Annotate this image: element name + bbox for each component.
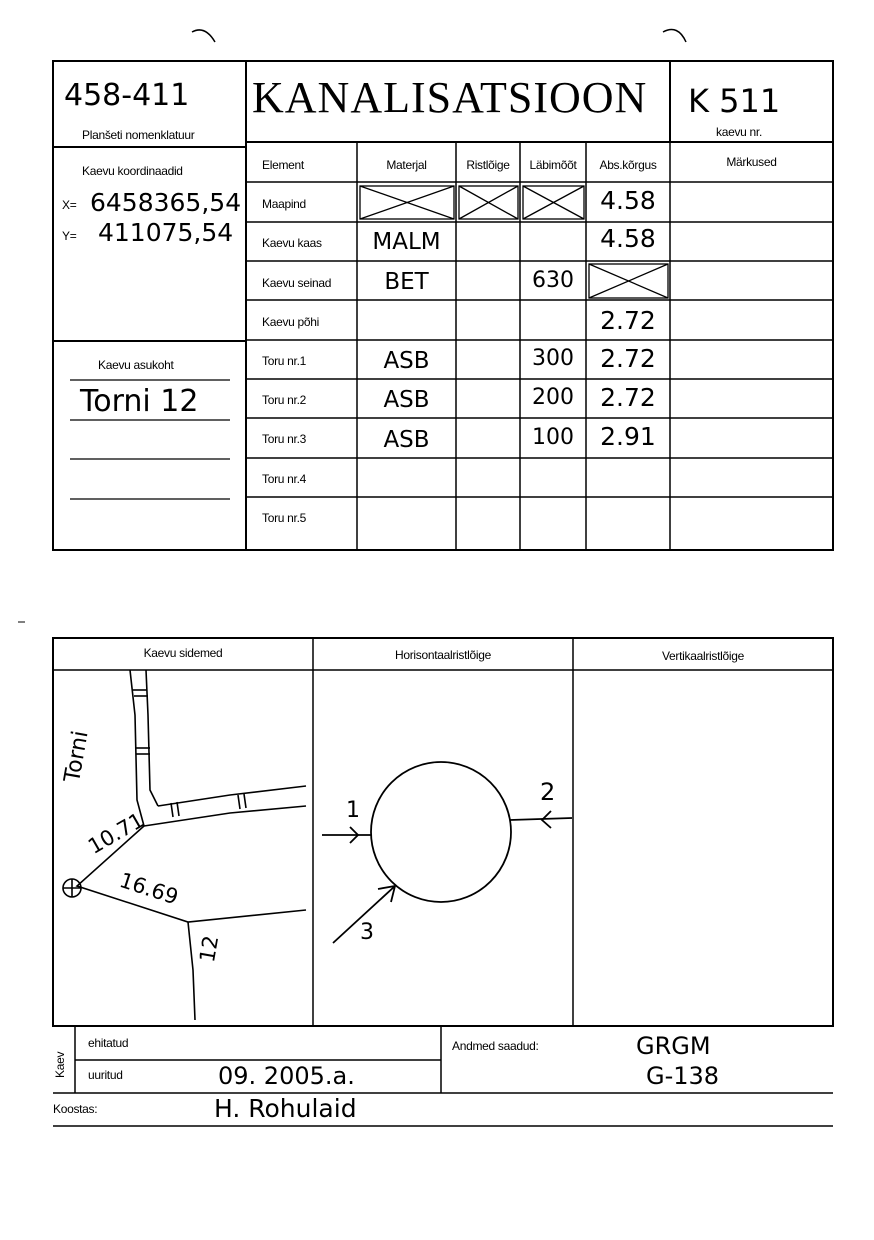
- surveyed-value: 09. 2005.a.: [218, 1062, 355, 1090]
- cell-maapind-elevation: 4.58: [600, 186, 656, 215]
- cell-toru-3-diameter: 100: [532, 425, 574, 450]
- x-label: X=: [62, 198, 77, 212]
- pipe-3-label: 3: [360, 920, 374, 945]
- page-title: KANALISATSIOON: [252, 73, 648, 122]
- cell-toru-3-elevation: 2.91: [600, 422, 656, 451]
- punch-hole-mark-left: [192, 30, 215, 42]
- well-number-value: K 511: [688, 82, 781, 120]
- house-number-label: 12: [195, 933, 224, 965]
- cell-toru-1-diameter: 300: [532, 346, 574, 371]
- distance-2-label: 16.69: [116, 868, 182, 910]
- row-label-kaevu-pohi: Kaevu põhi: [262, 315, 320, 329]
- col-header-notes: Märkused: [726, 155, 777, 169]
- cell-kaevu-seinad-diameter: 630: [532, 268, 574, 293]
- source-value-1: GRGM: [636, 1032, 711, 1060]
- built-label: ehitatud: [88, 1036, 129, 1050]
- cell-kaevu-kaas-elevation: 4.58: [600, 224, 656, 253]
- location-label: Kaevu asukoht: [98, 358, 174, 372]
- source-value-2: G-138: [646, 1062, 720, 1090]
- col-header-element: Element: [262, 158, 304, 172]
- col-header-cross-section: Ristlõige: [466, 158, 510, 172]
- row-label-toru-3: Toru nr.3: [262, 432, 306, 446]
- nomenclature-value: 458-411: [64, 78, 190, 113]
- cell-toru-3-material: ASB: [383, 427, 430, 453]
- y-coordinate-value: 411075,54: [98, 218, 234, 247]
- row-label-toru-4: Toru nr.4: [262, 472, 306, 486]
- ties-section-label: Kaevu sidemed: [143, 646, 223, 660]
- pipe-1-label: 1: [346, 798, 360, 823]
- well-side-label: Kaev: [53, 1051, 67, 1078]
- col-header-material: Materjal: [386, 158, 427, 172]
- author-label: Koostas:: [53, 1102, 98, 1116]
- row-label-maapind: Maapind: [262, 197, 306, 211]
- y-label: Y=: [62, 229, 77, 243]
- cell-toru-2-material: ASB: [383, 387, 430, 413]
- distance-1-label: 10.71: [84, 807, 149, 859]
- x-coordinate-value: 6458365,54: [90, 188, 242, 217]
- cell-kaevu-kaas-material: MALM: [372, 229, 441, 255]
- row-label-toru-5: Toru nr.5: [262, 511, 306, 525]
- horizontal-section-label: Horisontaalristlõige: [394, 648, 492, 662]
- nomenclature-label: Planšeti nomenklatuur: [82, 128, 195, 142]
- coordinates-label: Kaevu koordinaadid: [82, 164, 183, 178]
- cell-toru-1-elevation: 2.72: [600, 344, 656, 373]
- col-header-diameter: Läbimõõt: [529, 158, 577, 172]
- author-signature: H. Rohulaid: [214, 1094, 357, 1123]
- surveyed-label: uuritud: [88, 1068, 123, 1082]
- street-name-label: Torni: [60, 728, 94, 785]
- row-label-kaevu-kaas: Kaevu kaas: [262, 236, 322, 250]
- source-label: Andmed saadud:: [452, 1039, 539, 1053]
- cell-toru-2-elevation: 2.72: [600, 383, 656, 412]
- row-label-kaevu-seinad: Kaevu seinad: [262, 276, 332, 290]
- punch-hole-mark-right: [663, 30, 686, 42]
- cell-toru-2-diameter: 200: [532, 385, 574, 410]
- cell-toru-1-material: ASB: [383, 348, 430, 374]
- pipe-2-label: 2: [540, 778, 556, 806]
- cell-kaevu-pohi-elevation: 2.72: [600, 306, 656, 335]
- location-value: Torni 12: [80, 384, 199, 419]
- horizontal-section: [322, 762, 572, 943]
- row-label-toru-2: Toru nr.2: [262, 393, 306, 407]
- row-label-toru-1: Toru nr.1: [262, 354, 306, 368]
- well-number-label: kaevu nr.: [716, 125, 762, 139]
- col-header-elevation: Abs.kõrgus: [599, 158, 657, 172]
- vertical-section-label: Vertikaalristlõige: [662, 649, 744, 663]
- bottom-box-border: [53, 638, 833, 1026]
- cell-kaevu-seinad-material: BET: [384, 269, 429, 295]
